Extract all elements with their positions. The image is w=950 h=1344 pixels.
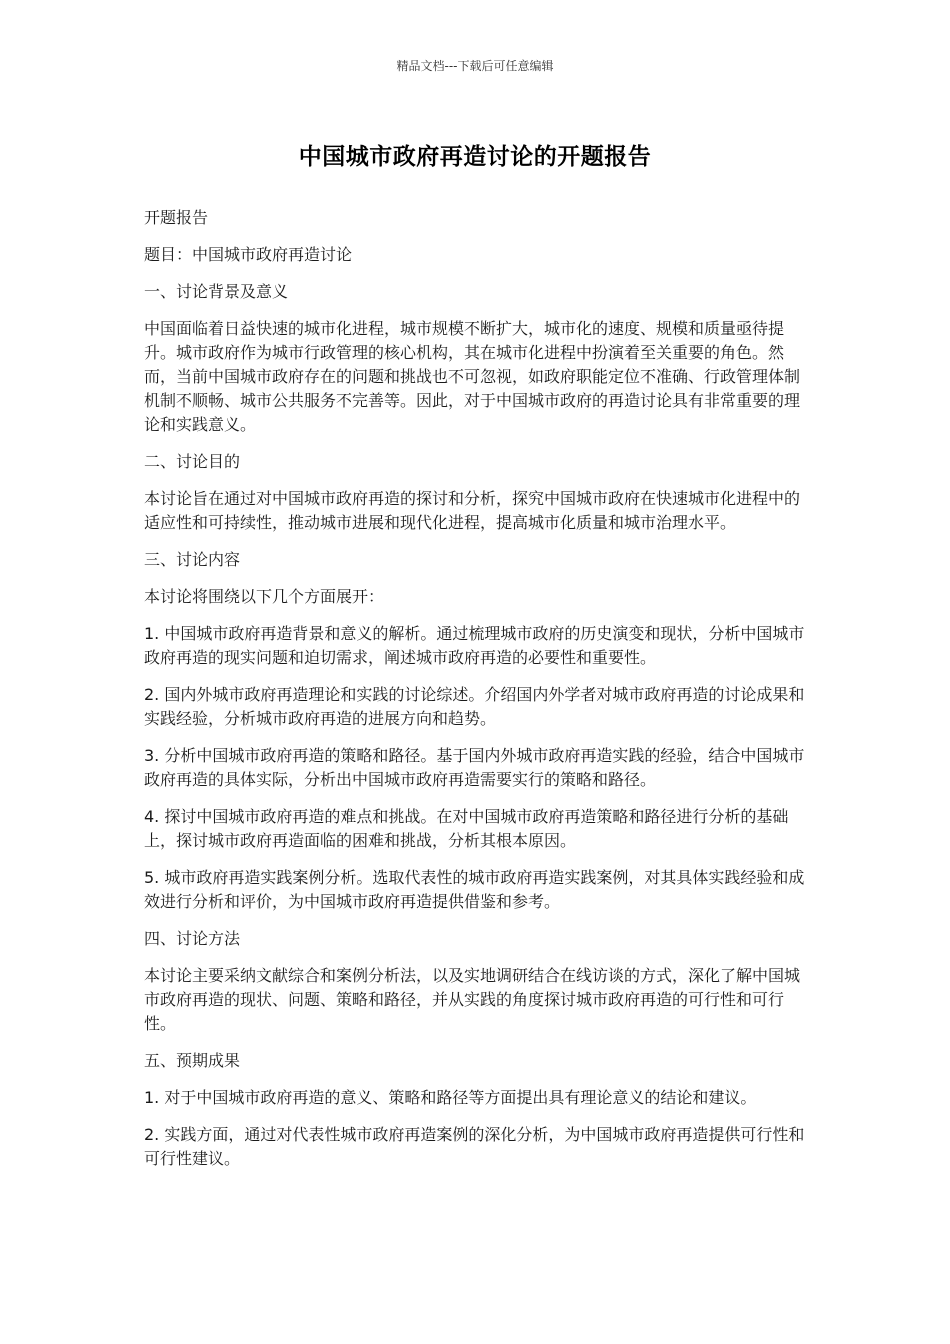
list-item: 3. 分析中国城市政府再造的策略和路径。基于国内外城市政府再造实践的经验，结合中国城市政府再造的具体实际，分析出中国城市政府再造需要实行的策略和路径。: [144, 746, 805, 789]
section-heading: 五、预期成果: [144, 1051, 241, 1070]
list-item: 1. 对于中国城市政府再造的意义、策略和路径等方面提出具有理论意义的结论和建议。: [144, 1088, 757, 1107]
section-heading: 四、讨论方法: [144, 929, 241, 948]
section-paragraph: 中国面临着日益快速的城市化进程，城市规模不断扩大，城市化的速度、规模和质量亟待提升。城市政府作为城市行政管理的核心机构，其在城市化进程中扮演着至关重要的角色。然而，当前中国城市政府存在的问题和挑战也不可忽视，如政府职能定位不准确、行政管理体制机制不顺畅、城市公共服务不完善等。因此，对于中国城市政府的再造讨论具有非常重要的理论和实践意义。: [144, 319, 801, 434]
list-item: 2. 国内外城市政府再造理论和实践的讨论综述。介绍国内外学者对城市政府再造的讨论成果和实践经验，分析城市政府再造的进展方向和趋势。: [144, 685, 805, 728]
list-item: 4. 探讨中国城市政府再造的难点和挑战。在对中国城市政府再造策略和路径进行分析的基础上，探讨城市政府再造面临的困难和挑战，分析其根本原因。: [144, 807, 789, 850]
section-paragraph: 本讨论旨在通过对中国城市政府再造的探讨和分析，探究中国城市政府在快速城市化进程中的适应性和可持续性，推动城市进展和现代化进程，提高城市化质量和城市治理水平。: [144, 489, 801, 532]
section-heading: 三、讨论内容: [144, 550, 241, 569]
header-note: 精品文档---下载后可任意编辑: [396, 59, 554, 73]
section-paragraph: 本讨论主要采纳文献综合和案例分析法，以及实地调研结合在线访谈的方式，深化了解中国城市政府再造的现状、问题、策略和路径，并从实践的角度探讨城市政府再造的可行性和可行性。: [144, 966, 801, 1033]
section-heading: 二、讨论目的: [144, 452, 241, 471]
list-item: 2. 实践方面，通过对代表性城市政府再造案例的深化分析，为中国城市政府再造提供可行性和可行性建议。: [144, 1125, 805, 1168]
document-body: [144, 206, 814, 1184]
topic-line: 题目：中国城市政府再造讨论: [144, 245, 353, 264]
report-label: 开题报告: [144, 208, 209, 227]
section-heading: 一、讨论背景及意义: [144, 282, 289, 301]
section-intro: 本讨论将围绕以下几个方面展开：: [144, 587, 385, 606]
list-item: 1. 中国城市政府再造背景和意义的解析。通过梳理城市政府的历史演变和现状，分析中国城市政府再造的现实问题和迫切需求，阐述城市政府再造的必要性和重要性。: [144, 624, 805, 667]
document-title: 中国城市政府再造讨论的开题报告: [298, 144, 652, 170]
list-item: 5. 城市政府再造实践案例分析。选取代表性的城市政府再造实践案例，对其具体实践经验和成效进行分析和评价，为中国城市政府再造提供借鉴和参考。: [144, 868, 805, 911]
